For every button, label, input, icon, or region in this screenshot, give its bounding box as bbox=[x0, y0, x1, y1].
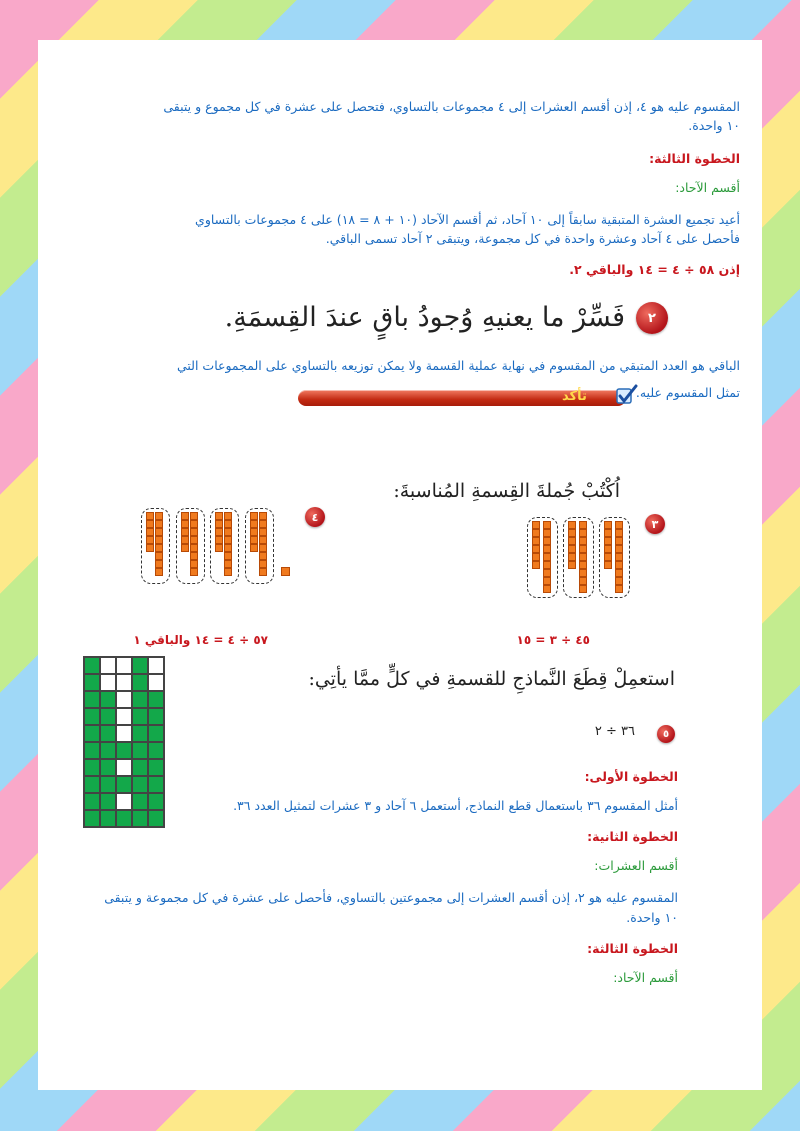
tens-rod bbox=[224, 512, 232, 576]
unit-cube bbox=[215, 520, 223, 528]
unit-cube bbox=[250, 528, 258, 536]
unit-cube bbox=[604, 537, 612, 545]
unit-cube bbox=[532, 537, 540, 545]
unit-cube bbox=[604, 529, 612, 537]
step2-text-1: المقسوم عليه هو ٢، إذن أقسم العشرات إلى مجموعتين بالتساوي، فأحصل على عشرة في كل مجموعة و يتبقى bbox=[104, 890, 678, 905]
unit-cube bbox=[224, 512, 232, 520]
unit-cube bbox=[259, 536, 267, 544]
question-2-answer-1: الباقي هو العدد المتبقي من المقسوم في نهاية عملية القسمة ولا يمكن توزيعه بالتساوي على المجموعات التي bbox=[176, 358, 740, 373]
unit-cube bbox=[615, 553, 623, 561]
tens-rod bbox=[532, 521, 540, 569]
unit-cube bbox=[181, 512, 189, 520]
unit-cube bbox=[250, 536, 258, 544]
unit-cube bbox=[155, 528, 163, 536]
unit-cube bbox=[615, 537, 623, 545]
unit-cube bbox=[181, 528, 189, 536]
divide-tens-label: أقسم العشرات: bbox=[594, 858, 678, 873]
unit-cube bbox=[543, 561, 551, 569]
tens-rod bbox=[250, 512, 258, 552]
tens-rod bbox=[579, 521, 587, 593]
unit-cube bbox=[543, 569, 551, 577]
unit-cube bbox=[155, 568, 163, 576]
unit-cube bbox=[224, 536, 232, 544]
tens-rod bbox=[615, 521, 623, 593]
unit-cube bbox=[259, 552, 267, 560]
unit-cube bbox=[568, 553, 576, 561]
step1-title: الخطوة الأولى: bbox=[584, 769, 678, 784]
unit-cube bbox=[190, 528, 198, 536]
unit-cube bbox=[190, 560, 198, 568]
unit-cube bbox=[568, 529, 576, 537]
unit-cube bbox=[250, 544, 258, 552]
unit-cube bbox=[190, 512, 198, 520]
unit-cube bbox=[146, 512, 154, 520]
unit-cube bbox=[532, 521, 540, 529]
unit-cube bbox=[146, 544, 154, 552]
step2-text-2: ١٠ واحدة. bbox=[626, 910, 678, 925]
unit-cube bbox=[604, 521, 612, 529]
tens-rod bbox=[543, 521, 551, 593]
q4-remainder-cube bbox=[281, 567, 290, 576]
unit-cube bbox=[250, 512, 258, 520]
divide-ones-label: أقسم الآحاد: bbox=[613, 970, 678, 985]
unit-cube bbox=[615, 585, 623, 593]
unit-cube bbox=[190, 520, 198, 528]
tens-rod bbox=[568, 521, 576, 569]
unit-cube bbox=[543, 537, 551, 545]
tens-rod bbox=[181, 512, 189, 552]
unit-cube bbox=[224, 552, 232, 560]
unit-cube bbox=[568, 537, 576, 545]
question-4-badge: ٤ bbox=[305, 507, 325, 527]
question-5-badge: ٥ bbox=[657, 725, 675, 743]
top-para-1: أعيد تجميع العشرة المتبقية سابقاً إلى ١٠ آحاد، ثم أقسم الآحاد (١٠ + ٨ = ١٨) على ٤ مجموعات بالتساوي bbox=[195, 212, 740, 227]
unit-cube bbox=[146, 528, 154, 536]
unit-cube bbox=[155, 536, 163, 544]
unit-cube bbox=[190, 568, 198, 576]
unit-cube bbox=[259, 520, 267, 528]
question-3-badge: ٣ bbox=[645, 514, 665, 534]
step3-title: الخطوة الثالثة: bbox=[587, 941, 678, 956]
checkmark-icon bbox=[614, 382, 640, 408]
unit-cube bbox=[604, 553, 612, 561]
check-label: تأكد bbox=[562, 389, 587, 404]
unit-cube bbox=[224, 544, 232, 552]
unit-cube bbox=[543, 545, 551, 553]
unit-cube bbox=[579, 553, 587, 561]
unit-cube bbox=[579, 521, 587, 529]
unit-cube bbox=[155, 560, 163, 568]
unit-cube bbox=[155, 544, 163, 552]
unit-cube bbox=[615, 521, 623, 529]
place-value-grid bbox=[83, 656, 165, 828]
unit-cube bbox=[190, 536, 198, 544]
use-models-heading: استعمِلْ قِطَعَ النَّماذجِ للقسمةِ في كلٍّ ممَّا يأتِي: bbox=[308, 668, 675, 690]
unit-cube bbox=[543, 553, 551, 561]
tens-rod bbox=[155, 512, 163, 576]
unit-cube bbox=[259, 544, 267, 552]
unit-cube bbox=[215, 528, 223, 536]
unit-cube bbox=[146, 536, 154, 544]
top-line-2: ١٠ واحدة. bbox=[688, 118, 740, 133]
unit-cube bbox=[543, 521, 551, 529]
tens-rod bbox=[215, 512, 223, 552]
unit-cube bbox=[259, 560, 267, 568]
unit-cube bbox=[615, 529, 623, 537]
tens-rod bbox=[146, 512, 154, 552]
unit-cube bbox=[224, 568, 232, 576]
unit-cube bbox=[259, 568, 267, 576]
unit-cube bbox=[215, 512, 223, 520]
unit-cube bbox=[181, 520, 189, 528]
unit-cube bbox=[215, 544, 223, 552]
unit-cube bbox=[604, 545, 612, 553]
unit-cube bbox=[543, 529, 551, 537]
unit-cube bbox=[146, 520, 154, 528]
question-5-expression: ٣٦ ÷ ٢ bbox=[594, 724, 635, 739]
top-line-1: المقسوم عليه هو ٤، إذن أقسم العشرات إلى ٤ مجموعات بالتساوي، فتحصل على عشرة في كل مجموع و يتبقى bbox=[163, 99, 740, 114]
unit-cube bbox=[615, 569, 623, 577]
unit-cube bbox=[568, 545, 576, 553]
unit-cube bbox=[190, 552, 198, 560]
question-2-answer-2: تمثل المقسوم عليه. bbox=[635, 385, 740, 400]
unit-cube bbox=[155, 520, 163, 528]
unit-cube bbox=[224, 560, 232, 568]
unit-cube bbox=[604, 561, 612, 569]
question-3-answer: ٤٥ ÷ ٣ = ١٥ bbox=[516, 633, 590, 647]
unit-cube bbox=[224, 520, 232, 528]
unit-cube bbox=[155, 512, 163, 520]
unit-cube bbox=[568, 521, 576, 529]
top-result: إذن ٥٨ ÷ ٤ = ١٤ والباقي ٢. bbox=[569, 262, 740, 277]
unit-cube bbox=[615, 561, 623, 569]
unit-cube bbox=[543, 585, 551, 593]
unit-cube bbox=[259, 528, 267, 536]
unit-cube bbox=[155, 552, 163, 560]
unit-cube bbox=[579, 561, 587, 569]
unit-cube bbox=[215, 536, 223, 544]
unit-cube bbox=[579, 585, 587, 593]
step1-text: أمثل المقسوم ٣٦ باستعمال قطع النماذج، أستعمل ٦ آحاد و ٣ عشرات لتمثيل العدد ٣٦. bbox=[233, 798, 678, 813]
unit-cube bbox=[181, 536, 189, 544]
unit-cube bbox=[579, 545, 587, 553]
unit-cube bbox=[568, 561, 576, 569]
unit-cube bbox=[532, 553, 540, 561]
unit-cube bbox=[190, 544, 198, 552]
unit-cube bbox=[579, 577, 587, 585]
unit-cube bbox=[543, 577, 551, 585]
unit-cube bbox=[615, 545, 623, 553]
unit-cube bbox=[579, 569, 587, 577]
unit-cube bbox=[224, 528, 232, 536]
tens-rod bbox=[190, 512, 198, 576]
unit-cube bbox=[259, 512, 267, 520]
unit-cube bbox=[532, 561, 540, 569]
unit-cube bbox=[532, 545, 540, 553]
question-2-badge: ٢ bbox=[636, 302, 668, 334]
step2-title: الخطوة الثانية: bbox=[587, 829, 678, 844]
question-4-answer: ٥٧ ÷ ٤ = ١٤ والباقي ١ bbox=[133, 633, 268, 647]
unit-cube bbox=[181, 544, 189, 552]
unit-cube bbox=[579, 537, 587, 545]
divide-ones-label-top: أقسم الآحاد: bbox=[675, 180, 740, 195]
unit-cube bbox=[532, 529, 540, 537]
tens-rod bbox=[259, 512, 267, 576]
question-2-title: فَسِّرْ ما يعنيهِ وُجودُ باقٍ عندَ القِسمَةِ. bbox=[224, 302, 625, 333]
tens-rod bbox=[604, 521, 612, 569]
top-para-2: فأحصل على ٤ آحاد وعشرة واحدة في كل مجموعة، ويتبقى ٢ آحاد تسمى الباقي. bbox=[325, 231, 740, 246]
write-division-heading: اُكْتُبْ جُملةَ القِسمةِ المُناسبةَ: bbox=[393, 480, 620, 502]
unit-cube bbox=[579, 529, 587, 537]
unit-cube bbox=[615, 577, 623, 585]
step3-title-top: الخطوة الثالثة: bbox=[649, 151, 740, 166]
unit-cube bbox=[250, 520, 258, 528]
